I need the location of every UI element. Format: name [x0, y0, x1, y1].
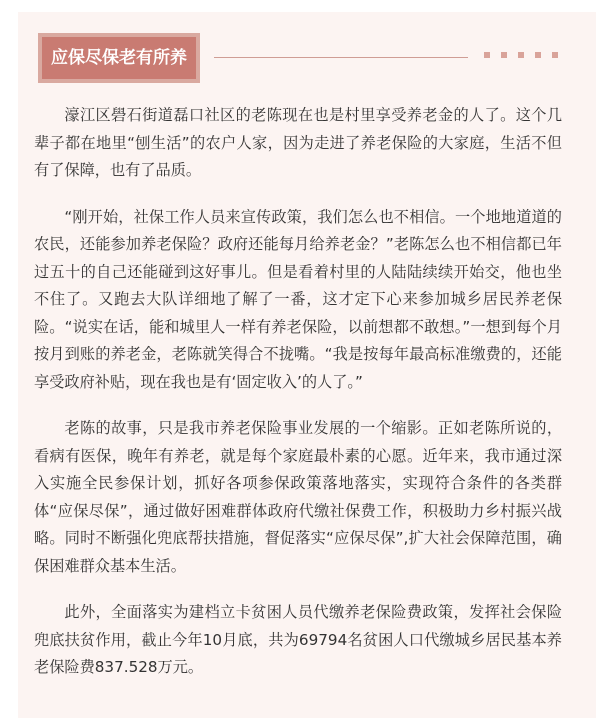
article-paragraph: “刚开始，社保工作人员来宣传政策，我们怎么也不相信。一个地地道道的农民，还能参加养老保险？政府还能每月给养老金？”老陈怎么也不相信都已年过五十的自己还能碰到这好事儿。但是看着村里的人陆陆续续开始交，他也坐不住了。又跑去大队详细地了解了一番，这才定下心来参加城乡居民养老保险。“说实在话，能和城里人一样有养老保险，以前想都不敢想。”一想到每个月按月到账的养老金，老陈就笑得合不拢嘴。“我是按每年最高标准缴费的，还能享受政府补贴，现在我也是有‘固定收入’的人了。”: [34, 207, 562, 391]
article-paragraph: 濠江区礐石街道磊口社区的老陈现在也是村里享受养老金的人了。这个几辈子都在地里“刨生活”的农户人家，因为走进了养老保险的大家庭，生活不但有了保障，也有了品质。: [34, 106, 562, 179]
header-divider-line: [214, 57, 468, 58]
decoration-dot: [535, 52, 541, 58]
section-title-badge: [38, 33, 200, 83]
article-paragraph: 老陈的故事，只是我市养老保险事业发展的一个缩影。正如老陈所说的，看病有医保，晚年有养老，就是每个家庭最朴素的心愿。近年来，我市通过深入实施全民参保计划，抓好各项参保政策落地落实，实现符合条件的各类群体“应保尽保”，通过做好困难群体政府代缴社保费工作，积极助力乡村振兴战略。同时不断强化兜底帮扶措施，督促落实“应保尽保”,扩大社会保障范围，确保困难群众基本生活。: [34, 419, 562, 575]
section-title: 应保尽保老有所养: [42, 37, 196, 79]
decoration-dot: [518, 52, 524, 58]
article-paragraph: 此外，全面落实为建档立卡贫困人员代缴养老保险费政策，发挥社会保险兜底扶贫作用，截止今年10月底，共为69794名贫困人口代缴城乡居民基本养老保险费837.528万元。: [34, 603, 562, 676]
decoration-dot: [552, 52, 558, 58]
decoration-dot: [484, 52, 490, 58]
decoration-dot: [501, 52, 507, 58]
article-body: [34, 102, 562, 701]
